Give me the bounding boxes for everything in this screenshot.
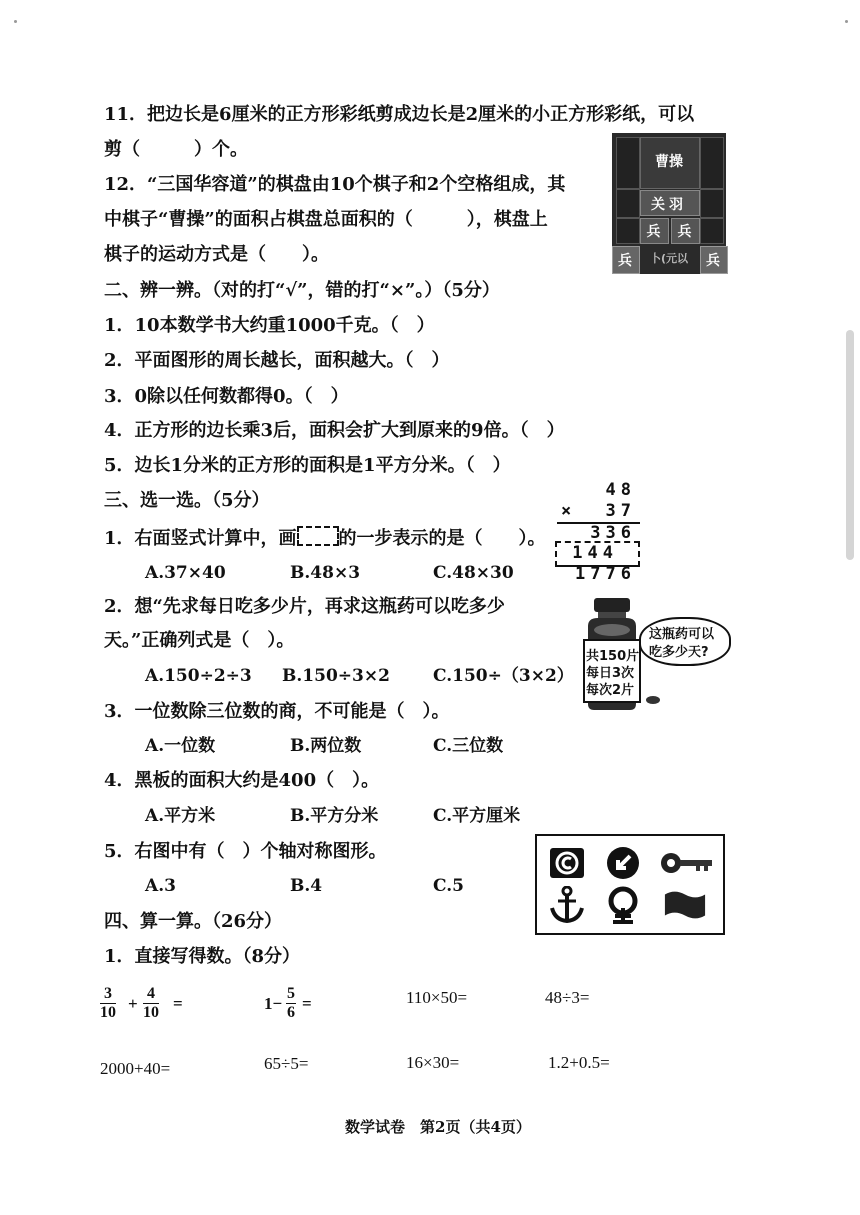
klotski-board (612, 133, 726, 274)
bottle-label (586, 648, 639, 699)
calc-expr-6: 65÷5= (264, 1054, 309, 1073)
bing-label: 兵 (677, 224, 692, 240)
q1-option-a: A.37×40 (145, 563, 226, 583)
fraction-numerator: 4 (143, 985, 159, 1004)
bing-label: 兵 (646, 224, 661, 240)
choice-q2-line1: 2．想“先求每日吃多少片，再求这瓶药可以吃多少 (104, 596, 505, 617)
board-cell (700, 137, 724, 189)
vertical-multiplication (555, 478, 640, 584)
choice-q1-prefix: 1．右面竖式计算中，画 (104, 528, 297, 549)
guanyu-label: 关羽 (651, 197, 687, 213)
board-cell (616, 137, 640, 189)
q3-option-c: C.三位数 (433, 736, 504, 756)
choice-q3: 3．一位数除三位数的商，不可能是（ ）。 (104, 701, 450, 722)
q5-option-c: C.5 (433, 876, 464, 896)
board-cell (616, 189, 640, 218)
pill-icon (646, 696, 660, 704)
calc-expr-7: 16×30= (406, 1053, 460, 1072)
bing-label: 兵 (706, 253, 720, 269)
scan-dot (14, 20, 17, 23)
vm-partial-2: 144 (572, 543, 618, 563)
arrow-circle-icon (601, 844, 645, 882)
dashed-box-marker (297, 526, 339, 546)
fraction-numerator: 5 (287, 985, 295, 1002)
vm-partial-1: 336 (590, 523, 636, 543)
fraction (286, 985, 296, 1022)
choice-q5: 5．右图中有（ ）个轴对称图形。 (104, 841, 387, 862)
q12-line3: 棋子的运动方式是（ ）。 (104, 244, 329, 265)
calc-expr-3: 110×50= (406, 988, 468, 1007)
choice-q4: 4．黑板的面积大约是400（ ）。 (104, 770, 380, 791)
judge-item-1: 1．10本数学书大约重1000千克。（ ） (104, 315, 435, 336)
q3-option-b: B.两位数 (290, 736, 362, 756)
judge-item-2: 2．平面图形的周长越长，面积越大。（ ） (104, 350, 450, 371)
choice-q2-line2: 天。”正确列式是（ ）。 (104, 630, 295, 651)
q1-option-c: C.48×30 (433, 563, 514, 583)
choice-q1 (104, 526, 546, 550)
fraction-denominator: 6 (287, 1004, 295, 1021)
calc-expr-4: 48÷3= (545, 988, 590, 1007)
copyright-logo-icon (545, 844, 589, 882)
bubble-line: 这瓶药可以 (649, 627, 715, 642)
q4-option-b: B.平方分米 (290, 806, 379, 826)
q11-line2: 剪（ ）个。 (104, 139, 248, 160)
equals-sign: = (302, 994, 312, 1013)
symbols-figure (535, 834, 725, 935)
q12-line2: 中棋子“曹操”的面积占棋盘总面积的（ ），棋盘上 (104, 209, 548, 230)
calc-expr-5: 2000+40= (100, 1059, 171, 1078)
q3-option-a: A.一位数 (145, 736, 216, 756)
flag-icon (663, 886, 707, 924)
fraction-numerator: 3 (100, 985, 116, 1004)
railway-logo-icon (601, 886, 645, 924)
q2-option-b: B.150÷3×2 (282, 666, 390, 686)
q5-option-b: B.4 (290, 876, 323, 896)
section-three-title: 三、选一选。（5分） (104, 490, 270, 511)
vm-multiplicand: 48 (605, 480, 636, 500)
judge-item-4: 4．正方形的边长乘3后，面积会扩大到原来的9倍。（ ） (104, 420, 565, 441)
vm-multiplier: 37 (605, 501, 636, 521)
scan-dot (845, 20, 848, 23)
q1-option-b: B.48×3 (290, 563, 361, 583)
bing-label: 兵 (618, 253, 632, 269)
bottle-label-line: 每次2片 (586, 683, 635, 698)
choice-q1-suffix: 的一步表示的是（ ）。 (338, 528, 546, 549)
fraction-denominator: 10 (100, 1004, 116, 1021)
calc-expr-2-prefix: 1− (264, 994, 283, 1013)
page-footer: 数学试卷 第2页（共4页） (345, 1118, 531, 1136)
section-two-title: 二、辨一辨。（对的打“√”，错的打“×”。）（5分） (104, 280, 500, 301)
q4-option-a: A.平方米 (145, 806, 216, 826)
key-icon (659, 844, 715, 882)
board-cell (700, 218, 724, 244)
fraction-denominator: 10 (143, 1004, 159, 1021)
q5-option-a: A.3 (145, 876, 176, 896)
vm-product: 1776 (575, 564, 636, 584)
q11-line1: 11．把边长是6厘米的正方形彩纸剪成边长是2厘米的小正方形彩纸，可以 (104, 104, 695, 125)
q2-option-c: C.150÷（3×2） (433, 666, 574, 686)
scrollbar[interactable] (846, 330, 854, 560)
caocao-label: 曹操 (655, 154, 683, 170)
bottle-label-line: 共150片 (586, 649, 640, 664)
vm-times-sign: × (561, 501, 572, 521)
board-cell (616, 218, 640, 244)
speech-bubble (639, 617, 731, 666)
calc-sub1-title: 1．直接写得数。（8分） (104, 946, 301, 967)
q12-line1: 12．“三国华容道”的棋盘由10个棋子和2个空格组成，其 (104, 174, 566, 195)
bottle-label-line: 每日3次 (586, 666, 635, 681)
section-four-title: 四、算一算。（26分） (104, 911, 283, 932)
bubble-line: 吃多少天? (649, 645, 709, 660)
q2-option-a: A.150÷2÷3 (145, 666, 252, 686)
judge-item-3: 3．0除以任何数都得0。（ ） (104, 386, 349, 407)
q4-option-c: C.平方厘米 (433, 806, 521, 826)
plus-sign: + (128, 994, 138, 1013)
calc-expr-8: 1.2+0.5= (548, 1053, 610, 1072)
fraction (100, 985, 116, 1022)
judge-item-5: 5．边长1分米的正方形的面积是1平方分米。（ ） (104, 455, 511, 476)
equals-sign: = (173, 994, 183, 1013)
medicine-bottle (582, 598, 642, 710)
fraction (143, 985, 159, 1022)
board-bottom-label: 卜(元以 (649, 252, 689, 265)
anchor-icon (545, 886, 589, 924)
board-cell (700, 189, 724, 218)
